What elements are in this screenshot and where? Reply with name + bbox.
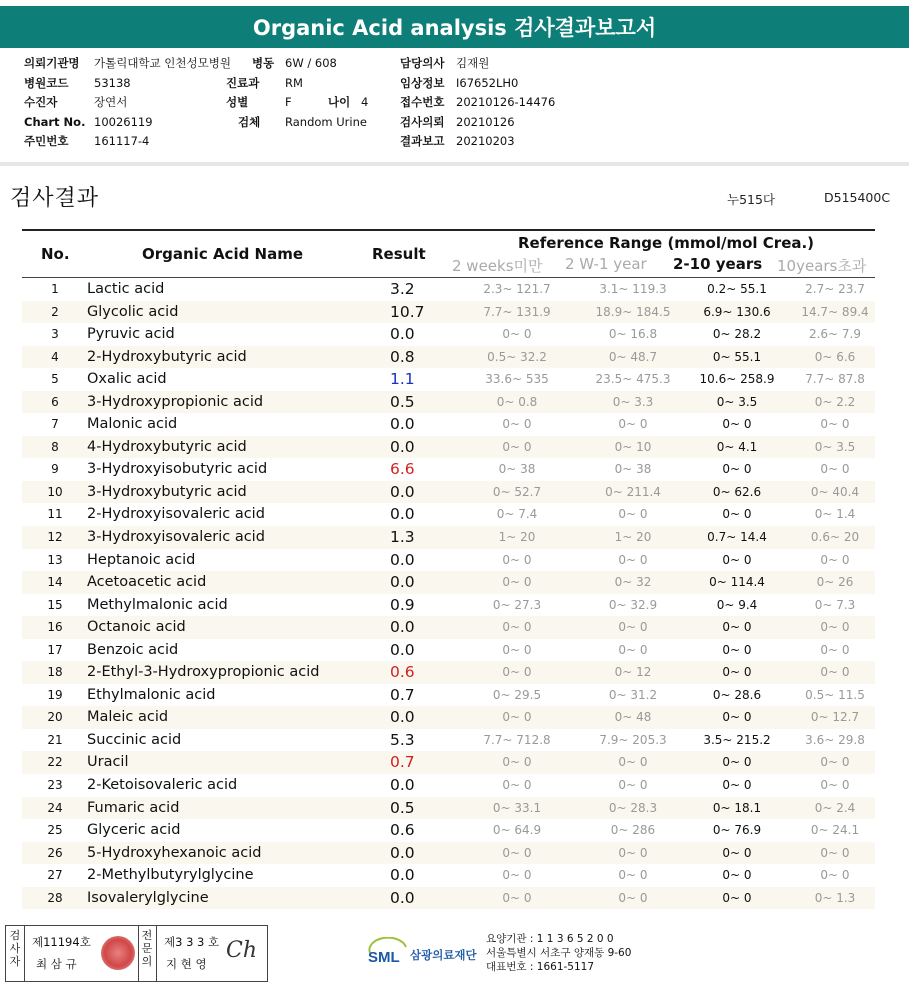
row-acid-name: 2-Methylbutyrylglycine <box>87 867 254 884</box>
row-no: 11 <box>47 507 63 522</box>
row-acid-name: 4-Hydroxybutyric acid <box>87 438 247 455</box>
table-row <box>22 887 875 910</box>
logo-text: SML <box>368 949 400 966</box>
row-ref-over-10years: 0~ 0 <box>820 620 850 635</box>
row-acid-name: Heptanoic acid <box>87 551 196 568</box>
specimen-value: Random Urine <box>285 114 367 129</box>
row-ref-2w-1year: 0~ 3.3 <box>612 394 654 409</box>
row-result: 0.0 <box>390 866 415 885</box>
row-ref-over-10years: 0~ 0 <box>820 868 850 883</box>
row-acid-name: Oxalic acid <box>87 371 167 388</box>
row-acid-name: Glyceric acid <box>87 822 181 839</box>
row-ref-2w-1year: 0~ 0 <box>618 755 648 770</box>
table-row <box>22 391 875 414</box>
row-result: 0.0 <box>390 573 415 592</box>
row-no: 16 <box>47 620 63 635</box>
row-result: 3.2 <box>390 280 415 298</box>
info-row-1 <box>24 54 884 74</box>
row-no: 2 <box>51 304 59 319</box>
row-ref-over-10years: 0~ 24.1 <box>810 823 860 838</box>
confirmer-label: 전문의 <box>141 929 153 968</box>
chart-value: 10026119 <box>94 114 153 129</box>
table-row <box>22 842 875 865</box>
row-result: 10.7 <box>390 302 425 321</box>
hospital-code-value: 53138 <box>94 75 131 90</box>
row-ref-over-10years: 7.7~ 87.8 <box>805 372 865 387</box>
table-row <box>22 684 875 707</box>
row-no: 21 <box>47 732 63 747</box>
row-ref-under-2weeks: 1~ 20 <box>498 530 536 545</box>
row-acid-name: Isovalerylglycine <box>87 889 209 906</box>
divider <box>24 926 25 981</box>
row-acid-name: Benzoic acid <box>87 641 179 658</box>
row-no: 17 <box>47 642 63 657</box>
row-result: 0.0 <box>390 415 415 434</box>
row-no: 28 <box>47 890 63 905</box>
row-result: 0.0 <box>390 437 415 456</box>
doctor-label: 담당의사 <box>400 56 445 70</box>
tester-label: 검사자 <box>9 929 21 968</box>
header-ref-over-10years: 10years초과 <box>777 257 867 275</box>
sex-label: 성별 <box>226 95 249 109</box>
row-ref-under-2weeks: 0~ 29.5 <box>492 687 542 702</box>
row-ref-over-10years: 0~ 3.5 <box>814 439 856 454</box>
header-reference: Reference Range (mmol/mol Crea.) <box>518 234 815 252</box>
sex-value: F <box>285 95 292 109</box>
row-result: 0.0 <box>390 708 415 727</box>
row-result: 0.7 <box>390 753 415 772</box>
row-ref-over-10years: 0~ 0 <box>820 642 850 657</box>
table-row <box>22 751 875 774</box>
row-ref-2-10years: 0~ 0 <box>722 642 752 657</box>
row-ref-under-2weeks: 0~ 0 <box>502 620 532 635</box>
report-code-right: D515400C <box>824 190 891 205</box>
lab-info <box>486 932 631 974</box>
row-ref-2w-1year: 0~ 0 <box>618 642 648 657</box>
row-no: 23 <box>47 778 63 793</box>
row-result: 0.0 <box>390 550 415 569</box>
divider <box>138 926 139 981</box>
row-ref-under-2weeks: 0~ 0 <box>502 417 532 432</box>
row-ref-under-2weeks: 0~ 0 <box>502 890 532 905</box>
row-ref-under-2weeks: 0~ 0 <box>502 665 532 680</box>
clinical-value: I67652LH0 <box>456 75 519 90</box>
signature: Ch <box>226 938 258 963</box>
row-ref-over-10years: 3.6~ 29.8 <box>805 732 865 747</box>
row-result: 0.0 <box>390 325 415 344</box>
row-ref-under-2weeks: 33.6~ 535 <box>485 372 549 387</box>
table-row <box>22 413 875 436</box>
table-row <box>22 323 875 346</box>
row-ref-2w-1year: 18.9~ 184.5 <box>595 304 671 319</box>
table-row <box>22 301 875 324</box>
row-result: 0.0 <box>390 776 415 795</box>
row-ref-under-2weeks: 0~ 33.1 <box>492 800 542 815</box>
tester-name: 최 삼 규 <box>36 957 77 971</box>
row-ref-2-10years: 0~ 0 <box>722 417 752 432</box>
row-ref-over-10years: 0~ 0 <box>820 552 850 567</box>
row-ref-under-2weeks: 0~ 0 <box>502 845 532 860</box>
row-no: 13 <box>47 552 63 567</box>
row-ref-2-10years: 0.7~ 14.4 <box>707 530 767 545</box>
row-no: 1 <box>51 282 59 296</box>
header-result: Result <box>372 245 426 263</box>
row-ref-2-10years: 0~ 0 <box>722 620 752 635</box>
row-ref-2w-1year: 0~ 0 <box>618 845 648 860</box>
row-result: 5.3 <box>390 730 415 749</box>
report-code-left: 누515다 <box>727 192 776 207</box>
row-result: 1.1 <box>390 370 415 389</box>
row-acid-name: Pyruvic acid <box>87 326 175 343</box>
row-no: 12 <box>47 530 63 545</box>
row-ref-under-2weeks: 0~ 52.7 <box>492 484 542 499</box>
info-row-3 <box>24 93 884 113</box>
clinical-label: 임상정보 <box>400 75 445 90</box>
row-ref-2w-1year: 0~ 0 <box>618 868 648 883</box>
row-ref-over-10years: 0~ 6.6 <box>814 349 856 364</box>
row-result: 6.6 <box>390 460 415 479</box>
table-row <box>22 481 875 504</box>
row-ref-2w-1year: 0~ 16.8 <box>608 327 658 342</box>
row-ref-2-10years: 0~ 28.2 <box>712 327 762 342</box>
row-ref-2-10years: 0~ 0 <box>722 665 752 680</box>
header-ref-under-2weeks: 2 weeks미만 <box>452 257 543 275</box>
row-ref-2-10years: 0~ 114.4 <box>709 575 765 590</box>
row-ref-2-10years: 0~ 0 <box>722 778 752 793</box>
row-no: 9 <box>51 462 59 477</box>
row-ref-under-2weeks: 7.7~ 131.9 <box>483 304 551 319</box>
row-result: 0.0 <box>390 640 415 659</box>
row-ref-over-10years: 0~ 0 <box>820 845 850 860</box>
row-no: 14 <box>47 575 63 590</box>
table-row <box>22 571 875 594</box>
row-no: 25 <box>47 823 63 838</box>
row-ref-2-10years: 0~ 0 <box>722 868 752 883</box>
row-ref-over-10years: 0~ 0 <box>820 665 850 680</box>
row-ref-over-10years: 0~ 0 <box>820 417 850 432</box>
row-ref-2w-1year: 0~ 12 <box>614 665 652 680</box>
row-ref-under-2weeks: 0.5~ 32.2 <box>487 349 547 364</box>
row-ref-2w-1year: 0~ 38 <box>614 462 652 477</box>
row-result: 0.5 <box>390 798 415 817</box>
row-ref-over-10years: 0~ 2.2 <box>814 394 856 409</box>
row-acid-name: 5-Hydroxyhexanoic acid <box>87 844 262 861</box>
row-acid-name: Succinic acid <box>87 731 182 748</box>
row-no: 3 <box>51 327 59 342</box>
row-ref-over-10years: 0~ 1.3 <box>814 890 856 905</box>
row-no: 18 <box>47 665 63 680</box>
row-ref-over-10years: 0~ 0 <box>820 755 850 770</box>
row-acid-name: 2-Ketoisovaleric acid <box>87 777 238 794</box>
row-ref-2-10years: 0~ 0 <box>722 507 752 522</box>
row-ref-over-10years: 0.5~ 11.5 <box>805 687 865 702</box>
specimen-label: 검체 <box>238 114 261 129</box>
divider <box>156 926 157 981</box>
row-ref-2-10years: 0~ 4.1 <box>716 439 758 454</box>
table-row <box>22 774 875 797</box>
table-row <box>22 346 875 369</box>
row-ref-under-2weeks: 0~ 64.9 <box>492 823 542 838</box>
row-ref-2w-1year: 0~ 0 <box>618 507 648 522</box>
result-date-value: 20210203 <box>456 134 515 148</box>
row-no: 24 <box>47 800 63 815</box>
table-row <box>22 368 875 391</box>
row-no: 5 <box>51 372 59 387</box>
section-divider <box>0 162 909 166</box>
row-acid-name: Malonic acid <box>87 416 178 433</box>
sml-logo-icon <box>366 937 410 967</box>
row-ref-2-10years: 0~ 18.1 <box>712 800 762 815</box>
row-ref-over-10years: 0~ 26 <box>816 575 854 590</box>
row-acid-name: Uracil <box>87 754 129 771</box>
row-ref-2-10years: 0~ 0 <box>722 552 752 567</box>
row-ref-under-2weeks: 7.7~ 712.8 <box>483 732 551 747</box>
receipt-value: 20210126-14476 <box>456 95 556 109</box>
row-ref-2-10years: 0~ 76.9 <box>712 823 762 838</box>
row-ref-under-2weeks: 0~ 27.3 <box>492 597 542 612</box>
row-ref-2w-1year: 0~ 0 <box>618 890 648 905</box>
request-label: 검사의뢰 <box>400 114 445 129</box>
row-ref-under-2weeks: 0~ 0.8 <box>496 394 538 409</box>
row-ref-2w-1year: 0~ 48 <box>614 710 652 725</box>
receipt-label: 접수번호 <box>400 95 445 109</box>
row-ref-under-2weeks: 0~ 0 <box>502 552 532 567</box>
table-row <box>22 549 875 572</box>
section-title: 검사결과 <box>10 186 100 211</box>
row-acid-name: Maleic acid <box>87 709 169 726</box>
signature-box <box>5 925 268 982</box>
row-ref-2-10years: 0~ 55.1 <box>712 349 762 364</box>
row-result: 0.7 <box>390 685 415 704</box>
row-result: 0.0 <box>390 505 415 524</box>
row-ref-over-10years: 0~ 0 <box>820 778 850 793</box>
row-ref-2w-1year: 0~ 28.3 <box>608 800 658 815</box>
row-ref-2-10years: 0~ 62.6 <box>712 484 762 499</box>
row-ref-2-10years: 0~ 28.6 <box>712 687 762 702</box>
row-no: 10 <box>47 484 63 499</box>
row-ref-under-2weeks: 0~ 0 <box>502 327 532 342</box>
header-no: No. <box>41 245 70 263</box>
row-ref-2-10years: 0~ 3.5 <box>716 394 758 409</box>
row-result: 0.0 <box>390 482 415 501</box>
result-date-label: 결과보고 <box>400 134 445 148</box>
row-ref-2-10years: 6.9~ 130.6 <box>703 304 771 319</box>
confirmer-name: 지 현 영 <box>166 957 207 971</box>
row-acid-name: 3-Hydroxyisobutyric acid <box>87 461 268 478</box>
row-result: 0.0 <box>390 888 415 907</box>
row-result: 0.0 <box>390 618 415 637</box>
lab-code: 요양기관 : 1 1 3 6 5 2 0 0 <box>486 933 614 945</box>
age-label: 나이 <box>328 95 351 109</box>
row-ref-under-2weeks: 0~ 0 <box>502 575 532 590</box>
row-ref-2w-1year: 0~ 31.2 <box>608 687 658 702</box>
table-row <box>22 864 875 887</box>
table-body <box>22 278 875 909</box>
row-ref-under-2weeks: 0~ 0 <box>502 642 532 657</box>
patient-info <box>24 54 884 152</box>
row-acid-name: Methylmalonic acid <box>87 596 228 613</box>
row-ref-2-10years: 0~ 0 <box>722 890 752 905</box>
table-row <box>22 706 875 729</box>
doctor-value: 김재원 <box>456 56 490 70</box>
row-ref-over-10years: 2.7~ 23.7 <box>805 282 865 296</box>
row-ref-2w-1year: 0~ 0 <box>618 778 648 793</box>
age-value: 4 <box>361 95 369 109</box>
row-ref-under-2weeks: 0~ 0 <box>502 755 532 770</box>
row-acid-name: 3-Hydroxyisovaleric acid <box>87 529 265 546</box>
request-value: 20210126 <box>456 114 515 129</box>
company-name: 삼광의료재단 <box>410 948 477 962</box>
row-ref-over-10years: 0~ 7.3 <box>814 597 856 612</box>
row-ref-2w-1year: 0~ 211.4 <box>605 484 661 499</box>
row-ref-2w-1year: 0~ 10 <box>614 439 652 454</box>
row-ref-over-10years: 0~ 0 <box>820 462 850 477</box>
row-no: 7 <box>51 417 59 432</box>
row-acid-name: 2-Hydroxyisovaleric acid <box>87 506 265 523</box>
row-acid-name: Lactic acid <box>87 281 165 297</box>
table-row <box>22 526 875 549</box>
row-ref-under-2weeks: 0~ 0 <box>502 710 532 725</box>
row-result: 0.0 <box>390 843 415 862</box>
row-acid-name: Octanoic acid <box>87 619 186 636</box>
row-ref-under-2weeks: 0~ 0 <box>502 868 532 883</box>
header-ref-2-10years: 2-10 years <box>673 255 763 273</box>
row-ref-2-10years: 0~ 0 <box>722 845 752 860</box>
dept-value: RM <box>285 75 303 90</box>
row-ref-2w-1year: 0~ 32 <box>614 575 652 590</box>
row-acid-name: 2-Ethyl-3-Hydroxypropionic acid <box>87 664 320 681</box>
row-no: 8 <box>51 439 59 454</box>
row-result: 0.6 <box>390 821 415 840</box>
row-ref-2w-1year: 0~ 286 <box>610 823 656 838</box>
row-ref-over-10years: 14.7~ 89.4 <box>801 304 869 319</box>
recipient-value: 장연서 <box>94 95 128 109</box>
row-ref-2w-1year: 0~ 48.7 <box>608 349 658 364</box>
row-ref-2-10years: 10.6~ 258.9 <box>699 372 775 387</box>
row-acid-name: 2-Hydroxybutyric acid <box>87 348 247 365</box>
recipient-label: 수진자 <box>24 95 58 109</box>
table-row <box>22 278 875 301</box>
row-acid-name: Glycolic acid <box>87 303 179 320</box>
row-ref-2w-1year: 0~ 0 <box>618 417 648 432</box>
id-label: 주민번호 <box>24 134 69 148</box>
row-ref-2w-1year: 3.1~ 119.3 <box>599 282 667 296</box>
row-ref-2-10years: 0~ 0 <box>722 755 752 770</box>
row-no: 22 <box>47 755 63 770</box>
row-no: 19 <box>47 687 63 702</box>
report-title: Organic Acid analysis 검사결과보고서 <box>0 6 909 48</box>
info-row-2 <box>24 74 884 94</box>
tester-license: 제11194호 <box>32 935 91 949</box>
row-ref-2-10years: 0~ 9.4 <box>716 597 758 612</box>
row-ref-2-10years: 3.5~ 215.2 <box>703 732 771 747</box>
row-acid-name: Acetoacetic acid <box>87 574 207 591</box>
row-ref-2w-1year: 23.5~ 475.3 <box>595 372 671 387</box>
row-ref-2w-1year: 7.9~ 205.3 <box>599 732 667 747</box>
row-no: 4 <box>51 349 59 364</box>
ward-label: 병동 <box>252 56 275 70</box>
header-ref-2w-1year: 2 W-1 year <box>565 255 647 273</box>
table-row <box>22 639 875 662</box>
row-ref-over-10years: 2.6~ 7.9 <box>808 327 862 342</box>
table-row <box>22 729 875 752</box>
table-row <box>22 616 875 639</box>
row-no: 15 <box>47 597 63 612</box>
row-ref-over-10years: 0~ 2.4 <box>814 800 856 815</box>
row-ref-under-2weeks: 0~ 38 <box>498 462 536 477</box>
table-row <box>22 458 875 481</box>
institution-label: 의뢰기관명 <box>24 56 80 70</box>
info-row-5 <box>24 132 884 152</box>
dept-label: 진료과 <box>226 75 260 90</box>
row-ref-under-2weeks: 2.3~ 121.7 <box>483 282 551 296</box>
row-no: 6 <box>51 394 59 409</box>
row-acid-name: Ethylmalonic acid <box>87 686 216 703</box>
row-ref-2w-1year: 1~ 20 <box>614 530 652 545</box>
row-ref-2w-1year: 0~ 0 <box>618 552 648 567</box>
table-row <box>22 661 875 684</box>
row-ref-under-2weeks: 0~ 0 <box>502 439 532 454</box>
row-no: 20 <box>47 710 63 725</box>
table-row <box>22 797 875 820</box>
row-result: 1.3 <box>390 528 415 547</box>
row-acid-name: Fumaric acid <box>87 799 180 816</box>
row-ref-over-10years: 0~ 40.4 <box>810 484 860 499</box>
row-result: 0.5 <box>390 392 415 411</box>
lab-phone: 대표번호 : 1661-5117 <box>486 961 595 973</box>
row-ref-2w-1year: 0~ 32.9 <box>608 597 658 612</box>
confirmer-license: 제3 3 3 호 <box>164 935 220 949</box>
row-result: 0.6 <box>390 663 415 682</box>
row-acid-name: 3-Hydroxypropionic acid <box>87 393 264 410</box>
row-ref-under-2weeks: 0~ 0 <box>502 778 532 793</box>
row-acid-name: 3-Hydroxybutyric acid <box>87 483 247 500</box>
chart-label: Chart No. <box>24 114 86 129</box>
table-row <box>22 503 875 526</box>
header-name: Organic Acid Name <box>142 245 304 263</box>
row-result: 0.9 <box>390 595 415 614</box>
row-ref-under-2weeks: 0~ 7.4 <box>496 507 538 522</box>
row-ref-over-10years: 0~ 1.4 <box>814 507 856 522</box>
row-no: 27 <box>47 868 63 883</box>
row-ref-over-10years: 0~ 12.7 <box>810 710 860 725</box>
row-no: 26 <box>47 845 63 860</box>
row-ref-2w-1year: 0~ 0 <box>618 620 648 635</box>
table-row <box>22 436 875 459</box>
id-value: 161117-4 <box>94 134 150 148</box>
row-ref-2-10years: 0~ 0 <box>722 710 752 725</box>
lab-address: 서울특별시 서초구 양재동 9-60 <box>486 947 632 959</box>
row-ref-2-10years: 0~ 0 <box>722 462 752 477</box>
info-row-4 <box>24 113 884 133</box>
row-ref-2-10years: 0.2~ 55.1 <box>707 282 767 296</box>
table-row <box>22 819 875 842</box>
results-table <box>22 229 875 909</box>
hospital-code-label: 병원코드 <box>24 75 69 90</box>
table-row <box>22 594 875 617</box>
row-ref-over-10years: 0.6~ 20 <box>810 530 860 545</box>
table-header <box>22 231 875 278</box>
row-result: 0.8 <box>390 347 415 366</box>
ward-value: 6W / 608 <box>285 56 337 70</box>
institution-value: 가톨릭대학교 인천성모병원 <box>94 56 231 70</box>
seal-stamp-icon <box>101 936 135 970</box>
